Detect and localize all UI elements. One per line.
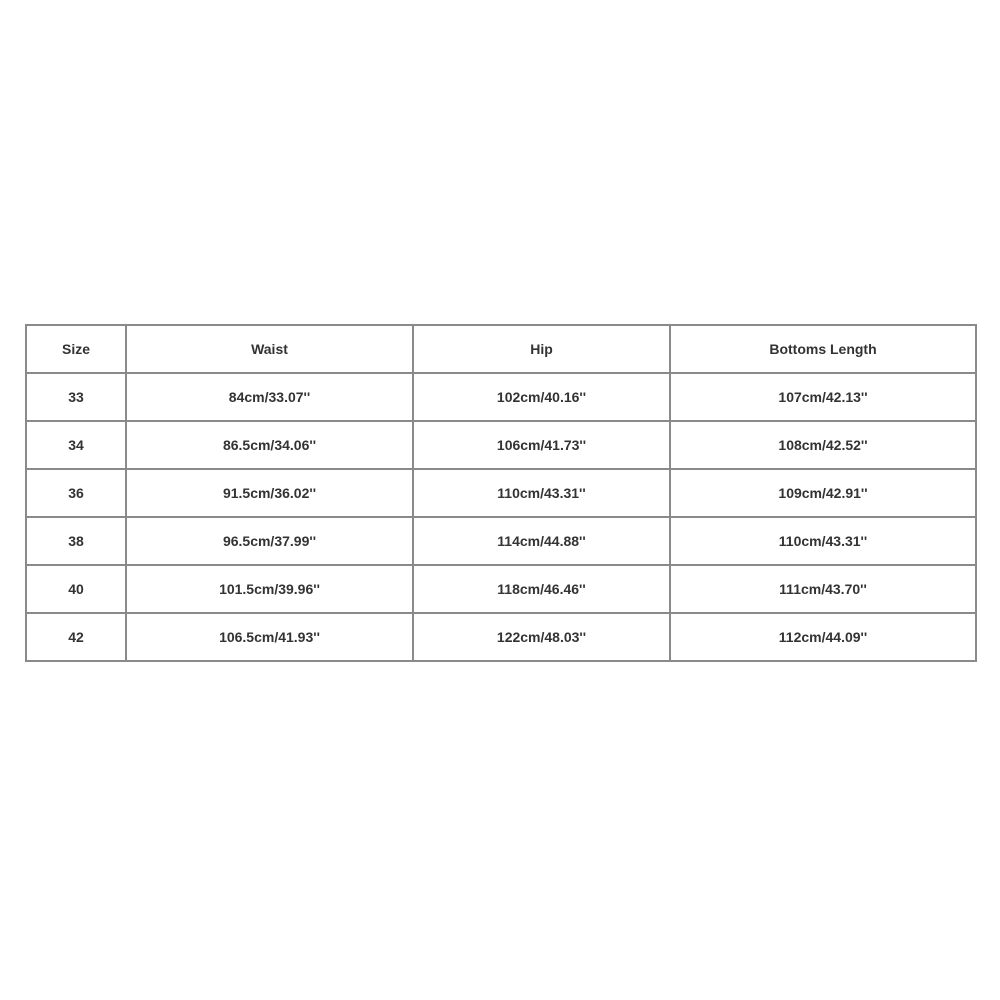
cell-size: 34 xyxy=(26,421,126,469)
cell-size: 40 xyxy=(26,565,126,613)
cell-size: 33 xyxy=(26,373,126,421)
cell-size: 36 xyxy=(26,469,126,517)
header-size: Size xyxy=(26,325,126,373)
table-row xyxy=(26,373,976,421)
header-waist: Waist xyxy=(126,325,413,373)
cell-hip: 110cm/43.31'' xyxy=(413,469,670,517)
cell-bottoms-length: 107cm/42.13'' xyxy=(670,373,976,421)
cell-waist: 96.5cm/37.99'' xyxy=(126,517,413,565)
cell-size: 42 xyxy=(26,613,126,661)
table-row xyxy=(26,517,976,565)
table-row xyxy=(26,421,976,469)
cell-bottoms-length: 112cm/44.09'' xyxy=(670,613,976,661)
cell-hip: 114cm/44.88'' xyxy=(413,517,670,565)
cell-bottoms-length: 110cm/43.31'' xyxy=(670,517,976,565)
header-bottoms-length: Bottoms Length xyxy=(670,325,976,373)
cell-waist: 86.5cm/34.06'' xyxy=(126,421,413,469)
cell-bottoms-length: 109cm/42.91'' xyxy=(670,469,976,517)
table-row xyxy=(26,469,976,517)
cell-bottoms-length: 108cm/42.52'' xyxy=(670,421,976,469)
table-row xyxy=(26,565,976,613)
cell-hip: 102cm/40.16'' xyxy=(413,373,670,421)
cell-waist: 106.5cm/41.93'' xyxy=(126,613,413,661)
cell-hip: 118cm/46.46'' xyxy=(413,565,670,613)
cell-waist: 101.5cm/39.96'' xyxy=(126,565,413,613)
size-chart-table xyxy=(25,324,977,662)
cell-hip: 122cm/48.03'' xyxy=(413,613,670,661)
table-row xyxy=(26,613,976,661)
cell-size: 38 xyxy=(26,517,126,565)
cell-waist: 91.5cm/36.02'' xyxy=(126,469,413,517)
header-row xyxy=(26,325,976,373)
cell-hip: 106cm/41.73'' xyxy=(413,421,670,469)
cell-bottoms-length: 111cm/43.70'' xyxy=(670,565,976,613)
cell-waist: 84cm/33.07'' xyxy=(126,373,413,421)
header-hip: Hip xyxy=(413,325,670,373)
